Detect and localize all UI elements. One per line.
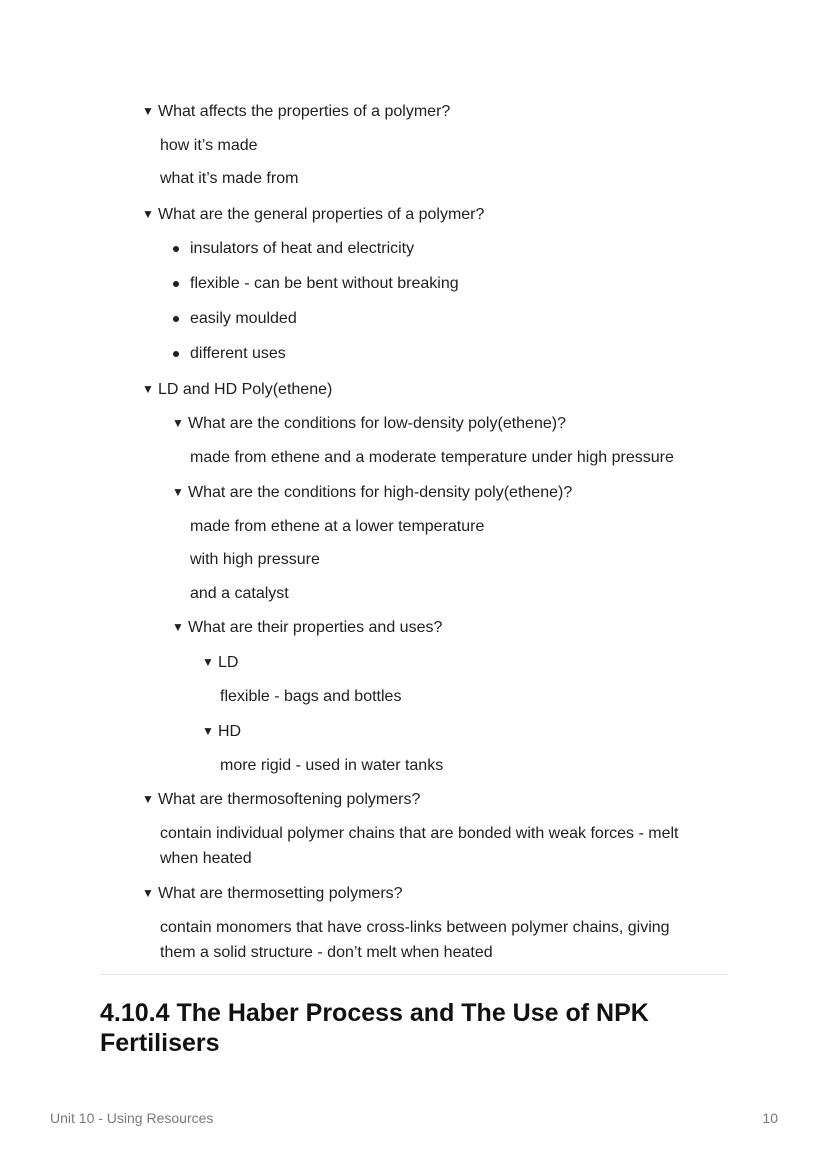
answer-text: what it’s made from bbox=[160, 170, 299, 187]
question-text: What are thermosoftening polymers? bbox=[158, 791, 421, 808]
toggle-hd-conditions[interactable] bbox=[172, 480, 572, 506]
toggle-triangle-icon[interactable]: ▼ bbox=[202, 724, 214, 738]
toggle-general-properties[interactable] bbox=[142, 202, 484, 228]
answer-text: made from ethene at a lower temperature bbox=[190, 518, 485, 535]
bullet-icon bbox=[173, 316, 179, 322]
footer-page-number: 10 bbox=[762, 1110, 778, 1126]
toggle-triangle-icon[interactable]: ▼ bbox=[172, 485, 184, 499]
toggle-triangle-icon[interactable]: ▼ bbox=[172, 620, 184, 634]
section-heading bbox=[100, 998, 720, 1058]
answer-text: and a catalyst bbox=[190, 585, 289, 602]
bullet-icon bbox=[173, 281, 179, 287]
list-item: flexible - can be bent without breaking bbox=[190, 275, 459, 292]
label-text: HD bbox=[218, 723, 242, 740]
toggle-affects-properties[interactable] bbox=[142, 99, 450, 125]
toggle-ld[interactable] bbox=[202, 650, 238, 676]
answer-text: how it’s made bbox=[160, 137, 258, 154]
toggle-triangle-icon[interactable]: ▼ bbox=[142, 104, 154, 118]
toggle-triangle-icon[interactable]: ▼ bbox=[142, 792, 154, 806]
list-item: different uses bbox=[190, 345, 286, 362]
answer-text: when heated bbox=[160, 850, 252, 867]
question-text: What are the conditions for high-density poly(ethene)? bbox=[188, 484, 573, 501]
toggle-thermosetting[interactable] bbox=[142, 881, 403, 907]
toggle-properties-uses[interactable] bbox=[172, 615, 442, 641]
toggle-triangle-icon[interactable]: ▼ bbox=[142, 382, 154, 396]
toggle-triangle-icon[interactable]: ▼ bbox=[142, 886, 154, 900]
toggle-thermosoftening[interactable] bbox=[142, 787, 420, 813]
heading-line-2: Fertilisers bbox=[100, 1029, 220, 1057]
toggle-hd[interactable] bbox=[202, 719, 241, 745]
label-text: LD bbox=[218, 654, 239, 671]
answer-text: flexible - bags and bottles bbox=[220, 688, 402, 705]
answer-text: made from ethene and a moderate temperature under high pressure bbox=[190, 449, 674, 466]
footer-unit-title: Unit 10 - Using Resources bbox=[50, 1110, 214, 1126]
answer-text: contain individual polymer chains that are bonded with weak forces - melt bbox=[160, 825, 679, 842]
question-text: What are their properties and uses? bbox=[188, 619, 443, 636]
list-item: easily moulded bbox=[190, 310, 297, 327]
answer-text: contain monomers that have cross-links between polymer chains, giving bbox=[160, 919, 670, 936]
toggle-triangle-icon[interactable]: ▼ bbox=[142, 207, 154, 221]
bullet-icon bbox=[173, 246, 179, 252]
heading-line-1: 4.10.4 The Haber Process and The Use of NPK bbox=[100, 999, 649, 1027]
answer-text: them a solid structure - don’t melt when heated bbox=[160, 944, 493, 961]
answer-text: more rigid - used in water tanks bbox=[220, 757, 444, 774]
section-divider bbox=[100, 974, 728, 975]
question-text: What affects the properties of a polymer? bbox=[158, 103, 451, 120]
section-title: LD and HD Poly(ethene) bbox=[158, 381, 333, 398]
question-text: What are the general properties of a polymer? bbox=[158, 206, 485, 223]
list-item: insulators of heat and electricity bbox=[190, 240, 415, 257]
answer-text: with high pressure bbox=[190, 551, 320, 568]
toggle-triangle-icon[interactable]: ▼ bbox=[172, 416, 184, 430]
question-text: What are the conditions for low-density poly(ethene)? bbox=[188, 415, 566, 432]
question-text: What are thermosetting polymers? bbox=[158, 885, 403, 902]
toggle-triangle-icon[interactable]: ▼ bbox=[202, 655, 214, 669]
bullet-icon bbox=[173, 351, 179, 357]
toggle-ld-hd-polyethene[interactable] bbox=[142, 377, 332, 403]
toggle-ld-conditions[interactable] bbox=[172, 411, 566, 437]
